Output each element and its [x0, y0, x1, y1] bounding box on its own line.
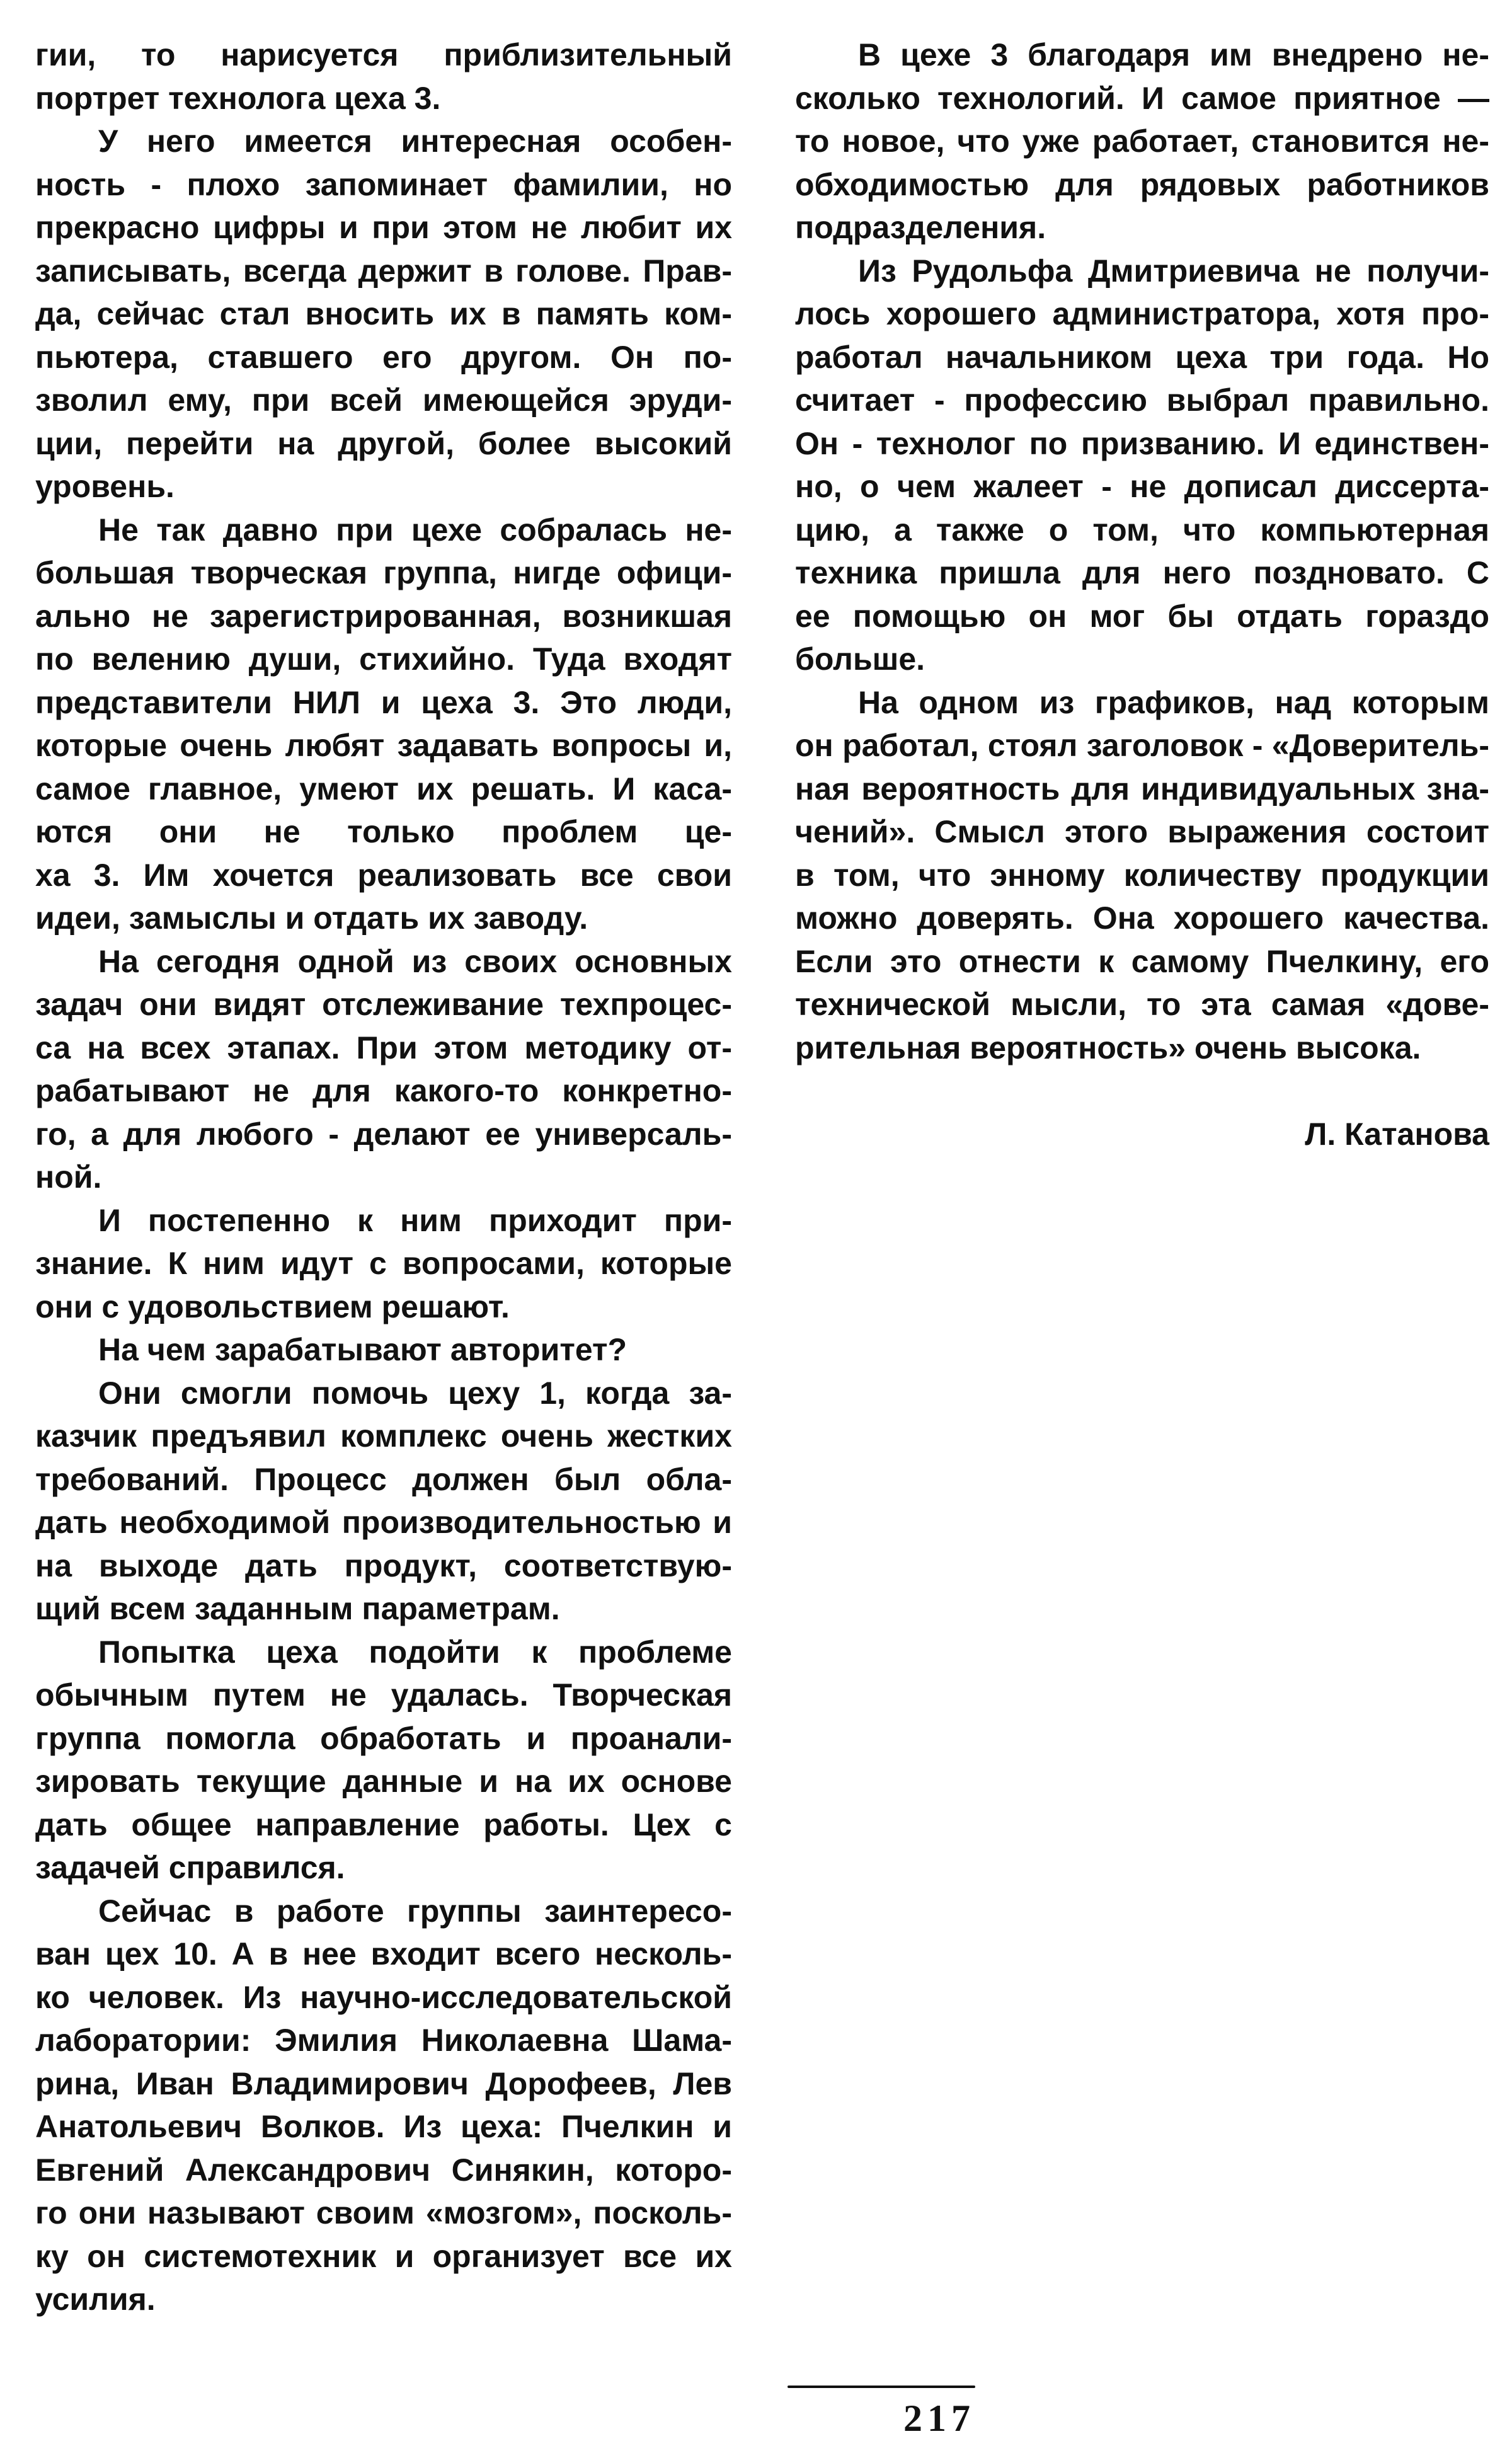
text-line: представители НИЛ и цеха 3. Это люди, [35, 684, 732, 720]
paragraph [35, 940, 732, 1199]
text-line: самое главное, умеют их решать. И каса- [35, 771, 732, 807]
text-line: они с удовольствием решают. [35, 1289, 510, 1324]
text-line: лось хорошего администратора, хотя про- [795, 296, 1489, 331]
paragraph [35, 508, 732, 940]
text-line: на выходе дать продукт, соответствую- [35, 1547, 732, 1583]
text-line: ко человек. Из научно-исследовательской [35, 1979, 732, 2015]
text-line: можно доверять. Она хорошего качества. [795, 900, 1489, 936]
paragraph [795, 33, 1489, 250]
text-line: На сегодня одной из своих основных [98, 943, 732, 979]
text-line: прекрасно цифры и при этом не любит их [35, 210, 732, 245]
text-line: идеи, замыслы и отдать их заводу. [35, 900, 588, 936]
text-line: чений». Смысл этого выражения состоит [795, 814, 1489, 849]
text-line: задачей справился. [35, 1850, 345, 1885]
text-line: На чем зарабатывают авторитет? [98, 1332, 627, 1367]
text-line: требований. Процесс должен был обла- [35, 1461, 732, 1497]
text-line: уровень. [35, 469, 175, 504]
text-line: На одном из графиков, над которым [858, 684, 1489, 720]
text-line: техника пришла для него поздновато. С [795, 555, 1489, 590]
text-line: Анатольевич Волков. Из цеха: Пчелкин и [35, 2109, 732, 2144]
text-line: рабатывают не для какого-то конкретно- [35, 1073, 732, 1108]
text-line: да, сейчас стал вносить их в память ком- [35, 296, 732, 331]
page-number: 217 [903, 2397, 975, 2439]
text-line: которые очень любят задавать вопросы и, [35, 728, 732, 763]
text-line: технической мысли, то эта самая «дове- [795, 987, 1489, 1022]
text-line: знание. К ним идут с вопросами, которые [35, 1246, 732, 1281]
text-line: ции, перейти на другой, более высокий [35, 425, 732, 461]
text-line: зировать текущие данные и на их основе [35, 1764, 732, 1799]
text-line: ной. [35, 1159, 102, 1195]
paragraph [35, 33, 732, 120]
text-line: ально не зарегистрированная, возникшая [35, 598, 732, 634]
text-line: обычным путем не удалась. Творческая [35, 1677, 732, 1713]
text-line: Попытка цеха подойти к проблеме [98, 1634, 732, 1670]
paragraph [35, 1372, 732, 1631]
text-line: он работал, стоял заголовок - «Доверитель- [795, 728, 1489, 763]
text-line: зволил ему, при всей имеющейся эруди- [35, 382, 732, 418]
left-text-column [35, 33, 732, 2321]
author-signature: Л. Катанова [1305, 1116, 1489, 1152]
text-line: казчик предъявил комплекс очень жестких [35, 1418, 732, 1454]
text-line: Он - технолог по призванию. И единствен- [795, 425, 1489, 461]
text-line: задач они видят отслеживание техпроцес- [35, 987, 732, 1022]
text-line: сколько технологий. И самое приятное — [795, 80, 1489, 116]
text-line: считает - профессию выбрал правильно. [795, 382, 1489, 418]
text-line: Сейчас в работе группы заинтересо- [98, 1893, 732, 1929]
text-line: но, о чем жалеет - не дописал диссерта- [795, 469, 1489, 504]
text-line: го, а для любого - делают ее универсаль- [35, 1116, 732, 1152]
text-line: подразделения. [795, 210, 1046, 245]
text-line: ная вероятность для индивидуальных зна- [795, 771, 1489, 807]
text-line: по велению души, стихийно. Туда входят [35, 641, 732, 677]
text-line: щий всем заданным параметрам. [35, 1591, 560, 1626]
text-line: ха 3. Им хочется реализовать все свои [35, 857, 732, 893]
paragraph [35, 1199, 732, 1329]
text-line: ность - плохо запоминает фамилии, но [35, 166, 732, 202]
text-line: усилия. [35, 2282, 156, 2317]
text-line: цию, а также о том, что компьютерная [795, 512, 1489, 548]
text-line: лаборатории: Эмилия Николаевна Шама- [35, 2023, 732, 2058]
text-line: рина, Иван Владимирович Дорофеев, Лев [35, 2065, 732, 2101]
paragraph [35, 1631, 732, 1890]
text-line: ются они не только проблем це- [35, 814, 732, 849]
paragraph [35, 1890, 732, 2321]
text-line: в том, что энному количеству продукции [795, 857, 1489, 893]
paragraph [795, 250, 1489, 681]
text-line: больше. [795, 641, 925, 677]
footer-rule [788, 2386, 975, 2388]
text-line: дать общее направление работы. Цех с [35, 1806, 732, 1842]
text-line: ку он системотехник и организует все их [35, 2238, 732, 2274]
text-line: Евгений Александрович Синякин, которо- [35, 2152, 732, 2188]
text-line: В цехе 3 благодаря им внедрено не- [858, 37, 1489, 72]
text-line: го они называют своим «мозгом», посколь- [35, 2195, 732, 2231]
text-line: Если это отнести к самому Пчелкину, его [795, 943, 1489, 979]
right-text-column [795, 33, 1489, 1156]
text-line: Из Рудольфа Дмитриевича не получи- [858, 253, 1489, 289]
text-line: У него имеется интересная особен- [98, 123, 732, 159]
paragraph [795, 681, 1489, 1070]
text-line: пьютера, ставшего его другом. Он по- [35, 339, 732, 375]
paragraph [35, 1328, 732, 1372]
paragraph [35, 120, 732, 508]
text-line: портрет технолога цеха 3. [35, 80, 441, 116]
text-line: обходимостью для рядовых работников [795, 166, 1489, 202]
text-line: большая творческая группа, нигде офици- [35, 555, 732, 590]
text-line: гии, то нарисуется приблизительный [35, 37, 732, 72]
text-line: рительная вероятность» очень высока. [795, 1030, 1421, 1065]
text-line: И постепенно к ним приходит при- [98, 1202, 732, 1238]
text-line: ван цех 10. А в нее входит всего несколь- [35, 1936, 732, 1972]
text-line: то новое, что уже работает, становится не- [795, 123, 1489, 159]
text-line: са на всех этапах. При этом методику от- [35, 1030, 732, 1065]
text-line: Они смогли помочь цеху 1, когда за- [98, 1375, 732, 1411]
text-line: дать необходимой производительностью и [35, 1505, 732, 1540]
text-line: Не так давно при цехе собралась не- [98, 512, 732, 548]
text-line: записывать, всегда держит в голове. Прав- [35, 253, 732, 289]
text-line: ее помощью он мог бы отдать гораздо [795, 598, 1489, 634]
text-line: группа помогла обработать и проанали- [35, 1720, 732, 1756]
text-line: работал начальником цеха три года. Но [795, 339, 1489, 375]
